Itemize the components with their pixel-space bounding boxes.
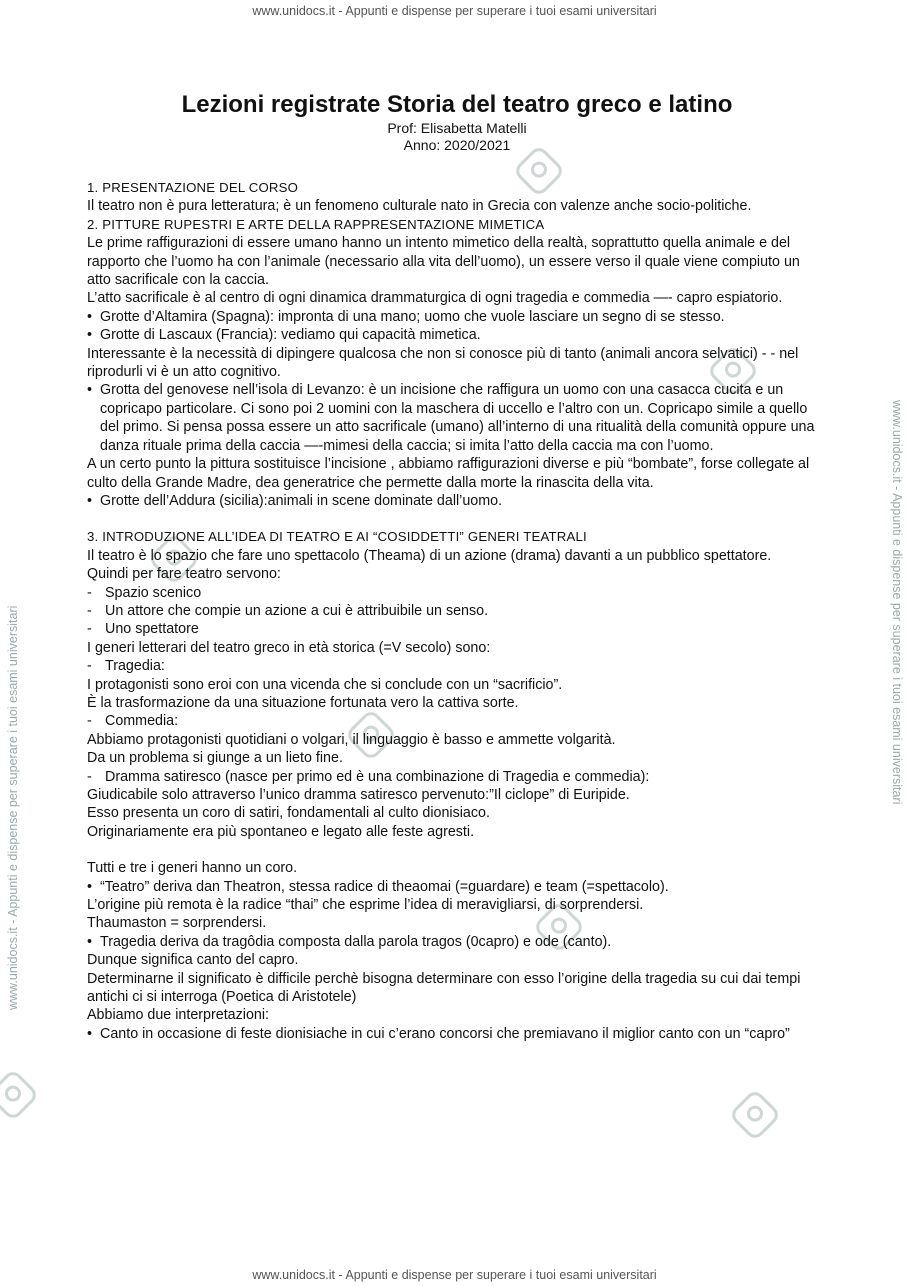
watermark-logo-icon — [728, 1088, 782, 1142]
dash-marker: - — [87, 584, 92, 601]
watermark-left-text: www.unidocs.it - Appunti e dispense per superare i tuoi esami universitari — [6, 605, 20, 1010]
document-title: Lezioni registrate Storia del teatro greco e latino — [181, 91, 733, 118]
dash-marker: - — [87, 602, 92, 619]
dash-marker: - — [87, 768, 92, 785]
watermark-bottom-text: www.unidocs.it - Appunti e dispense per superare i tuoi esami universitari — [252, 1268, 657, 1282]
dash-item — [87, 602, 827, 620]
paragraph: Giudicabile solo attraverso l’unico dramma satiresco pervenuto:”Il ciclope” di Euripide. — [87, 787, 630, 803]
watermark-right-text: www.unidocs.it - Appunti e dispense per superare i tuoi esami universitari — [890, 400, 904, 805]
bullet-marker: • — [87, 1025, 93, 1042]
dash-text: Un attore che compie un azione a cui è attribuibile un senso. — [105, 602, 489, 619]
watermark-logo-icon — [0, 1068, 40, 1122]
bullet-text: Grotte d’Altamira (Spagna): impronta di una mano; uomo che vuole lasciare un segno di se stesso. — [100, 308, 725, 325]
paragraph: A un certo punto la pittura sostituisce l’incisione , abbiamo raffigurazioni diverse e più “bombate”, forse collegate al culto della Grande Madre, dea generatrice che permette dalla morte la rinascita della vita. — [87, 456, 810, 491]
dash-marker: - — [87, 713, 92, 730]
paragraph: I protagonisti sono eroi con una vicenda che si conclude con un “sacrificio”. — [87, 676, 563, 693]
dash-text: Spazio scenico — [105, 584, 202, 601]
dash-marker: - — [87, 658, 92, 675]
paragraph: Interessante è la necessità di dipingere qualcosa che non si conosce più di tanto (animali ancora selvatici) - - nel riprodurli vi è un atto cognitivo. — [87, 345, 799, 381]
professor-line: Prof: Elisabetta Matelli — [387, 120, 527, 136]
bullet-item — [87, 878, 827, 896]
paragraph: I generi letterari del teatro greco in età storica (=V secolo) sono: — [87, 639, 491, 656]
paragraph: Dunque significa canto del capro. — [87, 952, 299, 969]
paragraph: Da un problema si giunge a un lieto fine. — [87, 750, 343, 767]
dash-text: Uno spettatore — [105, 621, 199, 638]
bullet-text: Grotte dell’Addura (sicilia):animali in scene dominate dall’uomo. — [100, 492, 503, 509]
bullet-item — [87, 492, 827, 510]
paragraph: Il teatro non è pura letteratura; è un fenomeno culturale nato in Grecia con valenze anche socio-politiche. — [87, 198, 752, 215]
document-body — [87, 179, 827, 1043]
bullet-text: Grotta del genovese nell’isola di Levanzo: è un incisione che raffigura un uomo con una casacca cucita e un copricapo particolare. Ci sono poi 2 uomini con la maschera di uccello e l’altro con un. Copricapo simile a quello del primo. Si pensa possa essere un atto sacrificale (umano) all’interno di una ritualità della comunità oppure una danza rituale prima della caccia —-mimesi della caccia; si imita l’atto della caccia ma con l’uomo. — [100, 382, 815, 454]
bullet-marker: • — [87, 327, 93, 344]
watermark-top-text: www.unidocs.it - Appunti e dispense per superare i tuoi esami universitari — [252, 4, 657, 18]
year-line: Anno: 2020/2021 — [403, 137, 511, 153]
document-page — [87, 90, 827, 1043]
paragraph: È la trasformazione da una situazione fortunata vero la cattiva sorte. — [87, 694, 519, 711]
bullet-marker: • — [87, 382, 93, 399]
paragraph: L’origine più remota è la radice “thai” che esprime l’idea di meravigliarsi, di sorprendersi. — [87, 897, 644, 914]
paragraph: Originariamente era più spontaneo e legato alle feste agresti. — [87, 823, 475, 840]
dash-text: Dramma satiresco (nasce per primo ed è una combinazione di Tragedia e commedia): — [105, 768, 650, 785]
paragraph: L’atto sacrificale è al centro di ogni dinamica drammaturgica di ogni tragedia e commedia —- capro espiatorio. — [87, 290, 783, 307]
bullet-item — [87, 326, 827, 344]
dash-text: Commedia: — [105, 713, 179, 730]
paragraph: Esso presenta un coro di satiri, fondamentali al culto dionisiaco. — [87, 805, 490, 822]
bullet-marker: • — [87, 933, 93, 950]
bullet-marker: • — [87, 878, 93, 895]
dash-item — [87, 620, 827, 638]
bullet-text: Grotte di Lascaux (Francia): vediamo qui capacità mimetica. — [100, 327, 481, 344]
bullet-marker: • — [87, 308, 93, 325]
dash-item — [87, 657, 827, 675]
bullet-item — [87, 308, 827, 326]
bullet-item — [87, 1025, 827, 1043]
paragraph: Tutti e tre i generi hanno un coro. — [87, 860, 298, 877]
paragraph: Quindi per fare teatro servono: — [87, 566, 281, 583]
bullet-item — [87, 933, 827, 951]
dash-item — [87, 768, 827, 786]
dash-marker: - — [87, 621, 92, 638]
paragraph: Determinarne il significato è difficile perchè bisogna determinare con esso l’origine della tragedia su cui dai tempi antichi ci si interroga (Poetica di Aristotele) — [87, 970, 801, 1006]
bullet-text: Tragedia deriva da tragôdia composta dalla parola tragos (0capro) e ode (canto). — [100, 933, 612, 950]
dash-item — [87, 712, 827, 730]
section-heading: 3. INTRODUZIONE ALL’IDEA DI TEATRO E AI “COSIDDETTI” GENERI TEATRALI — [87, 529, 587, 545]
section-heading: 2. PITTURE RUPESTRI E ARTE DELLA RAPPRESENTAZIONE MIMETICA — [87, 216, 545, 232]
paragraph: Il teatro è lo spazio che fare uno spettacolo (Theama) di un azione (drama) davanti a un pubblico spettatore. — [87, 547, 772, 564]
paragraph: Thaumaston = sorprendersi. — [87, 915, 267, 932]
bullet-marker: • — [87, 492, 93, 509]
bullet-item — [87, 381, 827, 455]
paragraph: Abbiamo protagonisti quotidiani o volgari, il linguaggio è basso e ammette volgarità. — [87, 731, 616, 748]
section-heading: 1. PRESENTAZIONE DEL CORSO — [87, 180, 299, 195]
dash-item — [87, 584, 827, 602]
paragraph: Le prime raffigurazioni di essere umano hanno un intento mimetico della realtà, soprattutto quella animale e del rapporto che l’uomo ha con l’animale (necessario alla vita dell’uomo), un essere verso il quale viene compiuto un atto sacrificale con la caccia. — [87, 235, 800, 289]
bullet-text: Canto in occasione di feste dionisiache in cui c’erano concorsi che premiavano il miglior canto con un “capro” — [100, 1025, 790, 1042]
paragraph: Abbiamo due interpretazioni: — [87, 1007, 269, 1024]
dash-text: Tragedia: — [105, 658, 165, 675]
bullet-text: “Teatro” deriva dan Theatron, stessa radice di theaomai (=guardare) e team (=spettacolo). — [100, 878, 669, 895]
